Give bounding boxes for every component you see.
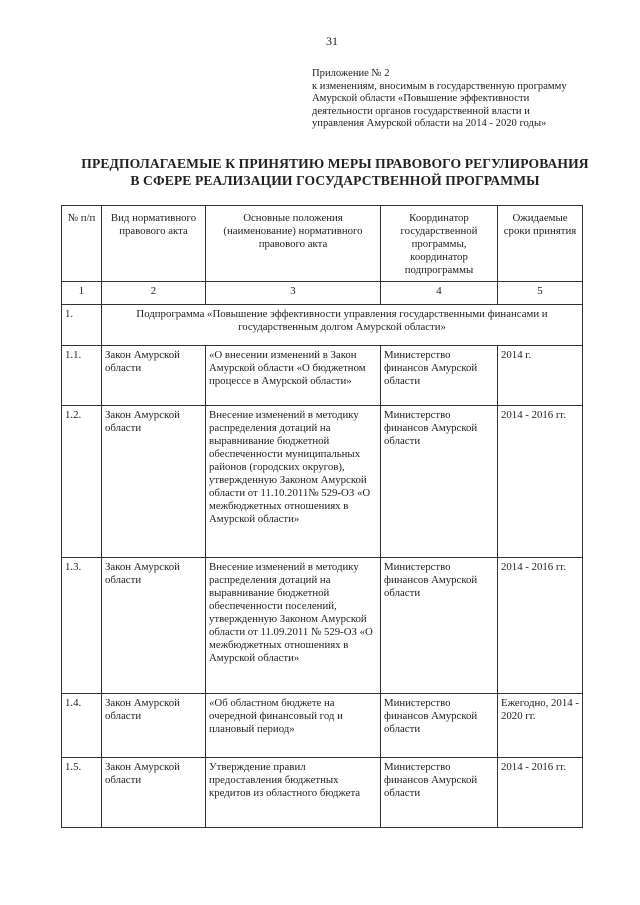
column-number-row [62,282,583,305]
appendix-note [312,68,580,131]
row-content: Утверждение правил предоставления бюджетных кредитов из областного бюджета [206,758,381,828]
row-content: Внесение изменений в методику распределения дотаций на выравнивание бюджетной обеспеченности поселений, утвержденную Законом Амурской области от 11.09.2011 № 529-ОЗ «О межбюджетных отношениях в Амурской области» [206,558,381,694]
row-coordinator: Министерство финансов Амурской области [381,758,498,828]
row-deadline: Ежегодно, 2014 - 2020 гг. [498,694,583,758]
row-num: 1.5. [62,758,102,828]
appendix-line: Приложение № 2 [312,68,390,79]
column-number: 1 [62,282,102,305]
table-row [62,758,583,828]
table-row [62,346,583,406]
regulation-table [61,205,583,828]
row-deadline: 2014 - 2016 гг. [498,758,583,828]
row-num: 1.2. [62,406,102,558]
row-num: 1.4. [62,694,102,758]
header-coordinator: Координатор государственной программы, координатор подпрограммы [381,206,498,282]
row-coordinator: Министерство финансов Амурской области [381,406,498,558]
row-coordinator: Министерство финансов Амурской области [381,558,498,694]
column-number: 4 [381,282,498,305]
table-row [62,558,583,694]
row-content: «Об областном бюджете на очередной финансовый год и плановый период» [206,694,381,758]
title-line: ПРЕДПОЛАГАЕМЫЕ К ПРИНЯТИЮ МЕРЫ ПРАВОВОГО РЕГУЛИРОВАНИЯ [81,156,589,171]
column-number: 5 [498,282,583,305]
appendix-line: к изменениям, вносимым в государственную программу [312,80,567,92]
row-act-type: Закон Амурской области [102,758,206,828]
row-content: «О внесении изменений в Закон Амурской области «О бюджетном процессе в Амурской области» [206,346,381,406]
subprogram-row [62,305,583,346]
page-number: 31 [326,34,338,48]
subprogram-title [102,305,583,346]
row-act-type: Закон Амурской области [102,346,206,406]
row-act-type: Закон Амурской области [102,558,206,694]
row-num: 1.1. [62,346,102,406]
column-number: 2 [102,282,206,305]
header-num: № п/п [62,206,102,282]
header-deadline: Ожидаемые сроки принятия [498,206,583,282]
table-row [62,406,583,558]
row-coordinator: Министерство финансов Амурской области [381,694,498,758]
row-deadline: 2014 г. [498,346,583,406]
header-act-type: Вид нормативного правового акта [102,206,206,282]
column-number: 3 [206,282,381,305]
row-content: Внесение изменений в методику распределения дотаций на выравнивание бюджетной обеспеченности муниципальных районов (городских округов), утвержденную Законом Амурской области от 11.10.2011№ 529-ОЗ «О межбюджетных отношениях в Амурской области» [206,406,381,558]
row-deadline: 2014 - 2016 гг. [498,406,583,558]
row-act-type: Закон Амурской области [102,694,206,758]
row-deadline: 2014 - 2016 гг. [498,558,583,694]
document-title [60,155,610,189]
appendix-line: Амурской области «Повышение эффективности [312,93,530,104]
row-coordinator: Министерство финансов Амурской области [381,346,498,406]
table-header-row [62,206,583,282]
table-row [62,694,583,758]
row-act-type: Закон Амурской области [102,406,206,558]
appendix-line: управления Амурской области на 2014 - 2020 годы» [312,118,547,129]
title-line: В СФЕРЕ РЕАЛИЗАЦИИ ГОСУДАРСТВЕННОЙ ПРОГРАММЫ [130,173,540,188]
row-num: 1.3. [62,558,102,694]
subprogram-text: Подпрограмма «Повышение эффективности управления государственными финансами и государственным долгом Амурской области» [136,308,548,333]
header-content: Основные положения (наименование) нормативного правового акта [206,206,381,282]
subprogram-num: 1. [62,305,102,346]
appendix-line: деятельности органов государственной власти и [312,105,530,117]
